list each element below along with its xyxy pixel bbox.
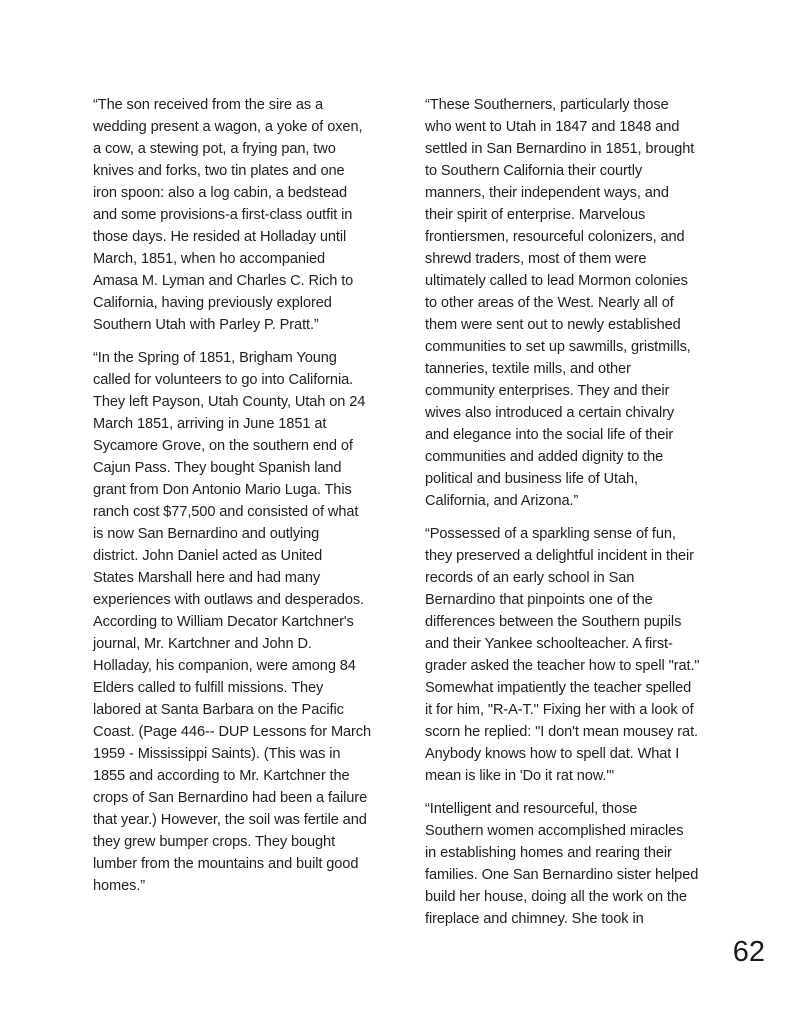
text-line: in establishing homes and rearing their [425,845,672,861]
text-line: March 1851, arriving in June 1851 at [93,416,327,432]
text-line: tanneries, textile mills, and other [425,361,631,377]
text-line: communities to set up sawmills, gristmills, [425,339,691,355]
text-line: a cow, a stewing pot, a frying pan, two [93,141,336,157]
text-line: Anybody knows how to spell dat. What I [425,746,680,762]
text-line: ultimately called to lead Mormon colonies [425,273,688,289]
paragraph [425,798,755,930]
text-line: homes.” [93,878,146,894]
text-line: Bernardino that pinpoints one of the [425,592,653,608]
text-line: community enterprises. They and their [425,383,670,399]
text-line: 1855 and according to Mr. Kartchner the [93,768,350,784]
text-line: political and business life of Utah, [425,471,638,487]
text-line: Cajun Pass. They bought Spanish land [93,460,342,476]
text-line: Southern women accomplished miracles [425,823,684,839]
text-line: “Intelligent and resourceful, those [425,801,638,817]
right-column [425,94,755,941]
text-line: it for him, "R-A-T." Fixing her with a look of [425,702,694,718]
paragraph [425,94,755,512]
text-line: labored at Santa Barbara on the Pacific [93,702,344,718]
text-line: “Possessed of a sparkling sense of fun, [425,526,676,542]
text-line: California, having previously explored [93,295,332,311]
paragraph [93,94,423,336]
text-line: and their Yankee schoolteacher. A first- [425,636,673,652]
text-line: iron spoon: also a log cabin, a bedstead [93,185,348,201]
text-line: those days. He resided at Holladay until [93,229,347,245]
text-line: grant from Don Antonio Mario Luga. This [93,482,352,498]
text-line: According to William Decator Kartchner's [93,614,354,630]
text-line: records of an early school in San [425,570,635,586]
text-line: they preserved a delightful incident in their [425,548,694,564]
text-line: “The son received from the sire as a [93,97,324,113]
text-line: Sycamore Grove, on the southern end of [93,438,353,454]
text-line: to Southern California their courtly [425,163,643,179]
text-line: March, 1851, when ho accompanied [93,251,326,267]
text-line: Somewhat impatiently the teacher spelled [425,680,692,696]
text-line: Amasa M. Lyman and Charles C. Rich to [93,273,354,289]
text-line: to other areas of the West. Nearly all of [425,295,674,311]
text-line: manners, their independent ways, and [425,185,669,201]
text-line: grader asked the teacher how to spell "rat." [425,658,700,674]
text-line: called for volunteers to go into California. [93,372,354,388]
text-line: build her house, doing all the work on the [425,889,687,905]
text-line: ranch cost $77,500 and consisted of what [93,504,359,520]
text-line: differences between the Southern pupils [425,614,682,630]
text-line: wedding present a wagon, a yoke of oxen, [93,119,363,135]
text-line: States Marshall here and had many [93,570,321,586]
text-line: journal, Mr. Kartchner and John D. [93,636,312,652]
text-line: California, and Arizona.” [425,493,579,509]
text-line: “These Southerners, particularly those [425,97,669,113]
text-line: Southern Utah with Parley P. Pratt.” [93,317,319,333]
text-line: 1959 - Mississippi Saints). (This was in [93,746,341,762]
text-line: they grew bumper crops. They bought [93,834,336,850]
left-column [93,94,423,908]
paragraph [425,523,755,787]
text-line: knives and forks, two tin plates and one [93,163,345,179]
paragraph [93,347,423,897]
text-line: and elegance into the social life of their [425,427,674,443]
text-line: frontiersmen, resourceful colonizers, and [425,229,685,245]
text-line: mean is like in 'Do it rat now."' [425,768,615,784]
text-line: lumber from the mountains and built good [93,856,359,872]
text-line: wives also introduced a certain chivalry [425,405,675,421]
text-line: experiences with outlaws and desperados. [93,592,365,608]
text-line: Elders called to fulfill missions. They [93,680,324,696]
text-line: who went to Utah in 1847 and 1848 and [425,119,680,135]
text-line: district. John Daniel acted as United [93,548,323,564]
text-line: that year.) However, the soil was fertile and [93,812,367,828]
text-line: and some provisions-a first-class outfit in [93,207,353,223]
text-line: their spirit of enterprise. Marvelous [425,207,646,223]
page-number: 62 [732,936,765,968]
text-line: They left Payson, Utah County, Utah on 24 [93,394,366,410]
text-line: shrewd traders, most of them were [425,251,647,267]
text-line: scorn he replied: "I don't mean mousey rat. [425,724,698,740]
text-line: Coast. (Page 446-- DUP Lessons for March [93,724,371,740]
text-line: settled in San Bernardino in 1851, brought [425,141,695,157]
text-line: Holladay, his companion, were among 84 [93,658,356,674]
text-line: communities and added dignity to the [425,449,664,465]
text-line: them were sent out to newly established [425,317,681,333]
text-line: families. One San Bernardino sister helped [425,867,699,883]
text-line: fireplace and chimney. She took in [425,911,644,927]
text-line: crops of San Bernardino had been a failure [93,790,368,806]
text-line: is now San Bernardino and outlying [93,526,320,542]
text-line: “In the Spring of 1851, Brigham Young [93,350,337,366]
